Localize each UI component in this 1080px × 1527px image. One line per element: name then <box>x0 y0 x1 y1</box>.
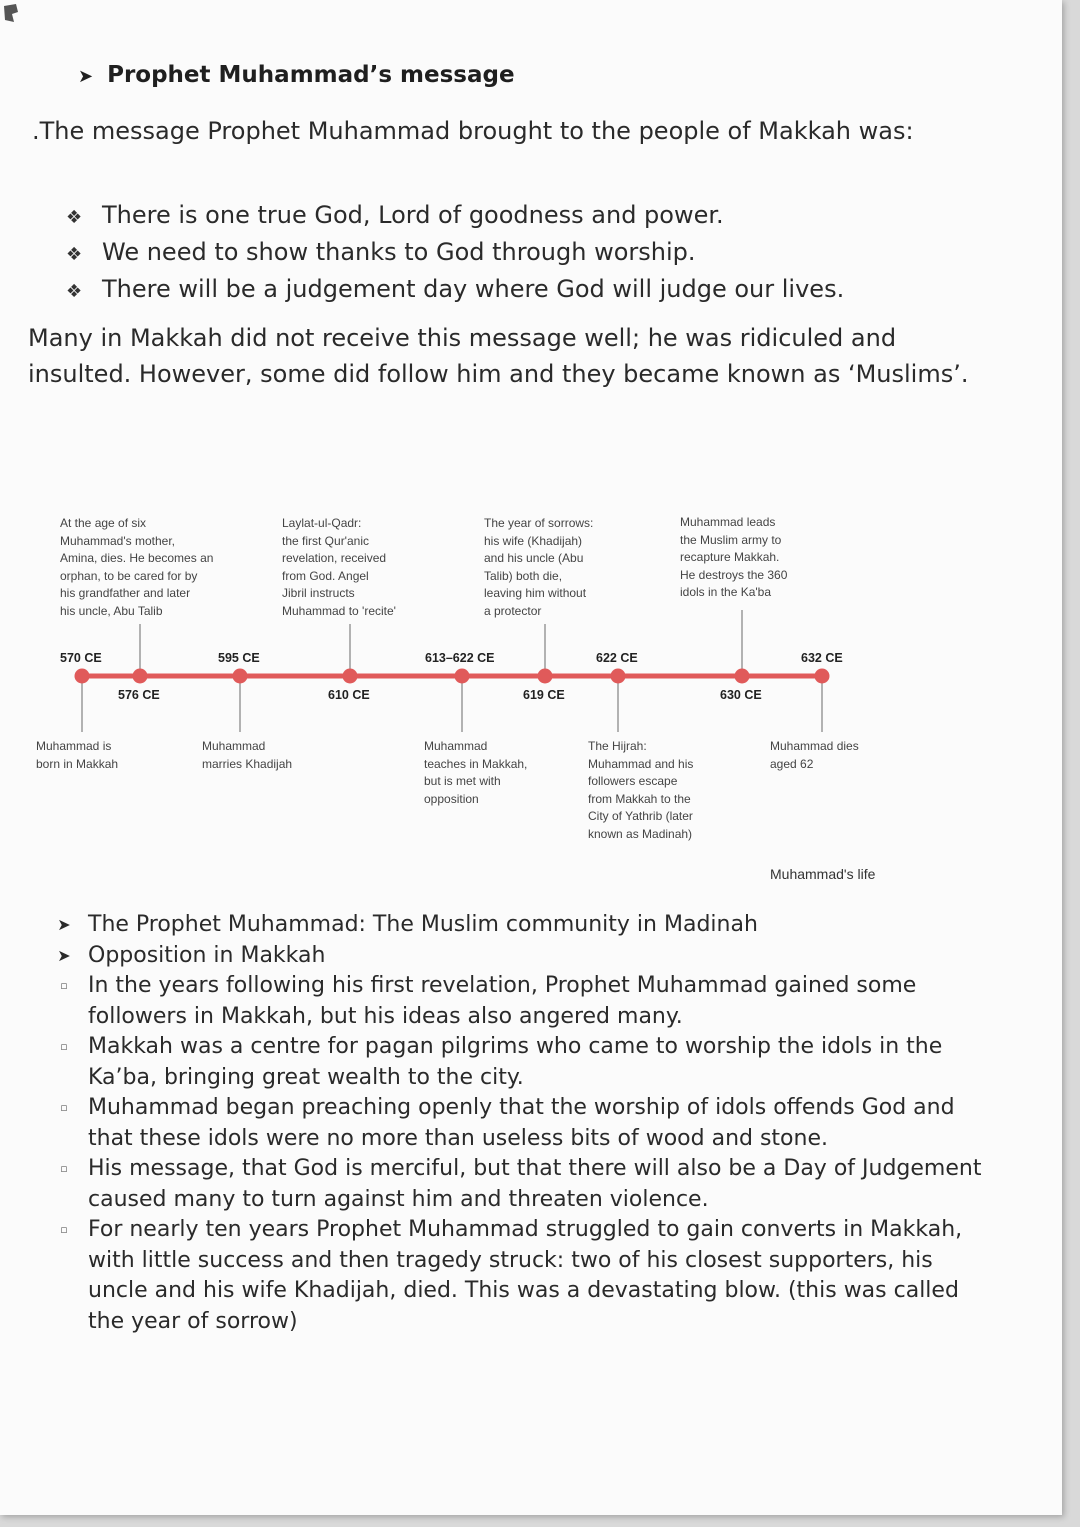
list-item-text: In the years following his first revelation, Prophet Muhammad gained some followers in Makkah, but his ideas also angered many. <box>88 973 917 1029</box>
arrow-icon: ➤ <box>78 66 94 87</box>
list-item <box>66 272 844 309</box>
corner-mark <box>2 2 20 24</box>
year-595: 595 CE <box>218 651 260 665</box>
arrow-icon: ➤ <box>57 915 71 934</box>
event-619: The year of sorrows: his wife (Khadijah) and his uncle (Abu Talib) both die, leaving him without a protector <box>484 516 594 618</box>
list-item-text: There is one true God, Lord of goodness and power. <box>102 201 724 229</box>
event-632: Muhammad dies aged 62 <box>770 739 859 771</box>
subheading-text: The Prophet Muhammad: The Muslim community in Madinah <box>88 912 758 937</box>
year-619: 619 CE <box>523 688 565 702</box>
diamond-bullet-icon: ❖ <box>66 281 83 302</box>
dot-610 <box>343 669 358 684</box>
timeline-caption: Muhammad's life <box>770 866 876 882</box>
list-item <box>50 971 990 1032</box>
event-630: Muhammad leads the Muslim army to recapture Makkah. He destroys the 360 idols in the Ka'ba <box>680 515 788 599</box>
year-622: 622 CE <box>596 651 638 665</box>
opposition-section <box>50 910 990 1337</box>
event-570: Muhammad is born in Makkah <box>36 739 119 771</box>
diamond-bullet-icon: ❖ <box>66 244 83 265</box>
dot-630 <box>735 669 750 684</box>
square-bullet-icon: ▫ <box>60 1162 68 1175</box>
diamond-bullet-icon: ❖ <box>66 207 83 228</box>
list-item <box>66 198 844 235</box>
section-heading <box>78 62 515 88</box>
event-576: At the age of six Muhammad's mother, Amina, dies. He becomes an orphan, to be cared for by his grandfather and later his uncle, Abu Talib <box>60 516 214 618</box>
subheading-text: Opposition in Makkah <box>88 942 326 968</box>
dot-622 <box>611 669 626 684</box>
subheading-opposition <box>50 941 990 972</box>
square-bullet-icon: ▫ <box>60 1223 68 1236</box>
year-630: 630 CE <box>720 688 762 702</box>
intro-text: .The message Prophet Muhammad brought to the people of Makkah was: <box>32 117 914 145</box>
arrow-icon: ➤ <box>57 945 71 965</box>
year-576: 576 CE <box>118 688 160 702</box>
square-bullet-icon: ▫ <box>60 1040 68 1053</box>
list-item <box>66 235 844 272</box>
list-item-text: Muhammad began preaching openly that the worship of idols offends God and that these idols were no more than useless bits of wood and stone. <box>88 1095 955 1151</box>
dot-613 <box>455 669 470 684</box>
list-item-text: His message, that God is merciful, but that there will also be a Day of Judgement caused many to turn against him and threaten violence. <box>88 1156 982 1212</box>
square-bullet-icon: ▫ <box>60 979 68 992</box>
subheading-madinah <box>50 910 990 941</box>
heading-text: Prophet Muhammad’s message <box>107 62 515 88</box>
list-item <box>50 1215 990 1337</box>
dot-570 <box>75 669 90 684</box>
list-item-text: We need to show thanks to God through worship. <box>102 238 696 266</box>
dot-595 <box>233 669 248 684</box>
event-622: The Hijrah: Muhammad and his followers escape from Makkah to the City of Yathrib (later known as Madinah) <box>588 739 694 841</box>
year-613-622: 613–622 CE <box>425 651 495 665</box>
event-613: Muhammad teaches in Makkah, but is met with opposition <box>424 739 528 806</box>
message-list <box>66 198 844 309</box>
dot-576 <box>133 669 148 684</box>
event-610: Laylat-ul-Qadr: the first Qur'anic revelation, received from God. Angel Jibril instructs Muhammad to 'recite' <box>282 516 396 618</box>
dot-632 <box>815 669 830 684</box>
year-610: 610 CE <box>328 688 370 702</box>
reception-paragraph: Many in Makkah did not receive this message well; he was ridiculed and insulted. However, some did follow him and they became known as ‘Muslims’. <box>28 324 969 388</box>
list-item <box>50 1154 990 1215</box>
list-item <box>50 1032 990 1093</box>
year-570: 570 CE <box>60 651 102 665</box>
list-item <box>50 1093 990 1154</box>
year-632: 632 CE <box>801 651 843 665</box>
list-item-text: There will be a judgement day where God will judge our lives. <box>102 275 845 303</box>
square-bullet-icon: ▫ <box>60 1101 68 1114</box>
list-item-text: For nearly ten years Prophet Muhammad struggled to gain converts in Makkah, with little success and then tragedy struck: two of his closest supporters, his uncle and his wife Khadijah, died. This was a devastating blow. (this was called the year of sorrow) <box>88 1217 963 1334</box>
event-595: Muhammad marries Khadijah <box>202 739 293 771</box>
list-item-text: Makkah was a centre for pagan pilgrims who came to worship the idols in the Ka’ba, bringing great wealth to the city. <box>88 1034 943 1090</box>
dot-619 <box>538 669 553 684</box>
